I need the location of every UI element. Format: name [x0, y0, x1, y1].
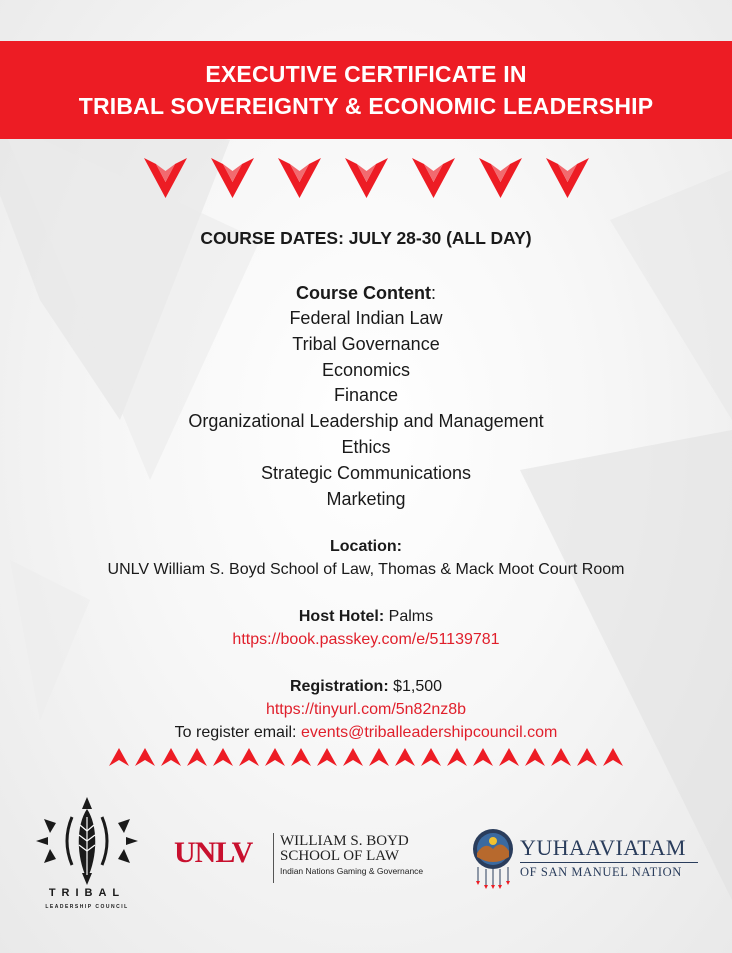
banner-title-line1: EXECUTIVE CERTIFICATE IN [205, 61, 527, 87]
host-hotel-label: Host Hotel: [298, 608, 385, 626]
tribal-subtitle: LEADERSHIP COUNCIL [45, 904, 129, 910]
red-chevron-down-icon [211, 158, 254, 198]
host-hotel-link[interactable]: https://book.passkey.com/e/51139781 [232, 631, 500, 649]
list-item: Tribal Governance [292, 333, 440, 354]
register-email-link[interactable]: events@triballeadershipcouncil.com [300, 724, 558, 742]
title-banner [0, 41, 732, 139]
yuhaaviatam-rule [520, 862, 698, 863]
red-arrow-up-icon [161, 748, 181, 766]
red-arrow-up-icon [577, 748, 597, 766]
red-chevron-down-icon [546, 158, 589, 198]
unlv-wordmark: UNLV [174, 836, 253, 869]
red-chevron-down-icon [144, 158, 187, 198]
yuhaaviatam-subtitle: OF SAN MANUEL NATION [520, 865, 682, 879]
course-dates: COURSE DATES: JULY 28-30 (ALL DAY) [200, 228, 532, 248]
list-item: Ethics [341, 436, 391, 457]
red-arrow-up-icon [109, 748, 129, 766]
red-arrow-up-icon [135, 748, 155, 766]
arrow-row [0, 748, 732, 766]
list-item: Economics [321, 359, 411, 380]
red-arrow-up-icon [603, 748, 623, 766]
red-arrow-up-icon [317, 748, 337, 766]
red-arrow-up-icon [291, 748, 311, 766]
red-arrow-up-icon [447, 748, 467, 766]
red-arrow-up-icon [369, 748, 389, 766]
register-email-prefix: To register email: [174, 724, 301, 742]
red-arrow-up-icon [343, 748, 363, 766]
red-arrow-up-icon [239, 748, 259, 766]
list-item: Marketing [326, 488, 406, 509]
red-arrow-up-icon [525, 748, 545, 766]
course-content-colon: : [430, 283, 436, 303]
host-hotel-value: Palms [384, 608, 434, 626]
yuhaaviatam-wordmark: YUHAAVIATAM [520, 835, 686, 860]
red-arrow-up-icon [473, 748, 493, 766]
registration-line [0, 675, 732, 698]
red-chevron-down-icon [345, 158, 388, 198]
red-arrow-up-icon [395, 748, 415, 766]
flyer-content [0, 226, 732, 744]
course-content-title: Course Content [295, 283, 431, 303]
tribal-leadership-council-logo [32, 795, 142, 920]
red-chevron-down-icon [278, 158, 321, 198]
red-arrow-up-icon [499, 748, 519, 766]
feather-star-icon [32, 795, 142, 887]
red-chevron-down-icon [412, 158, 455, 198]
red-arrow-up-icon [213, 748, 233, 766]
unlv-line1: WILLIAM S. BOYD [280, 833, 409, 849]
san-manuel-emblem-icon [470, 827, 516, 889]
tribal-wordmark: TRIBAL [48, 887, 126, 899]
location-title: Location: [330, 538, 402, 556]
red-arrow-up-icon [551, 748, 571, 766]
red-arrow-up-icon [187, 748, 207, 766]
red-chevron-down-icon [479, 158, 522, 198]
unlv-line2: SCHOOL OF LAW [280, 848, 400, 864]
registration-link[interactable]: https://tinyurl.com/5n82nz8b [265, 701, 467, 719]
register-email-line [0, 721, 732, 744]
host-hotel-line [0, 605, 732, 628]
unlv-text-block [280, 834, 423, 878]
red-arrow-up-icon [421, 748, 441, 766]
red-arrow-up-icon [265, 748, 285, 766]
list-item: Federal Indian Law [289, 308, 443, 328]
sponsor-logos [0, 795, 732, 925]
location-text: UNLV William S. Boyd School of Law, Thomas & Mack Moot Court Room [107, 561, 625, 579]
course-content-heading [0, 280, 732, 306]
chevron-row [0, 158, 732, 198]
banner-title-line2: TRIBAL SOVEREIGNTY & ECONOMIC LEADERSHIP [78, 93, 654, 119]
course-content-list [0, 306, 732, 512]
logo-divider [273, 833, 274, 883]
yuhaaviatam-logo [470, 827, 710, 897]
registration-label: Registration: [289, 678, 389, 696]
registration-value: $1,500 [388, 678, 443, 696]
list-item: Organizational Leadership and Management [188, 411, 544, 432]
list-item: Strategic Communications [260, 462, 472, 483]
list-item: Finance [333, 385, 399, 406]
unlv-line3: Indian Nations Gaming & Governance [280, 866, 424, 876]
